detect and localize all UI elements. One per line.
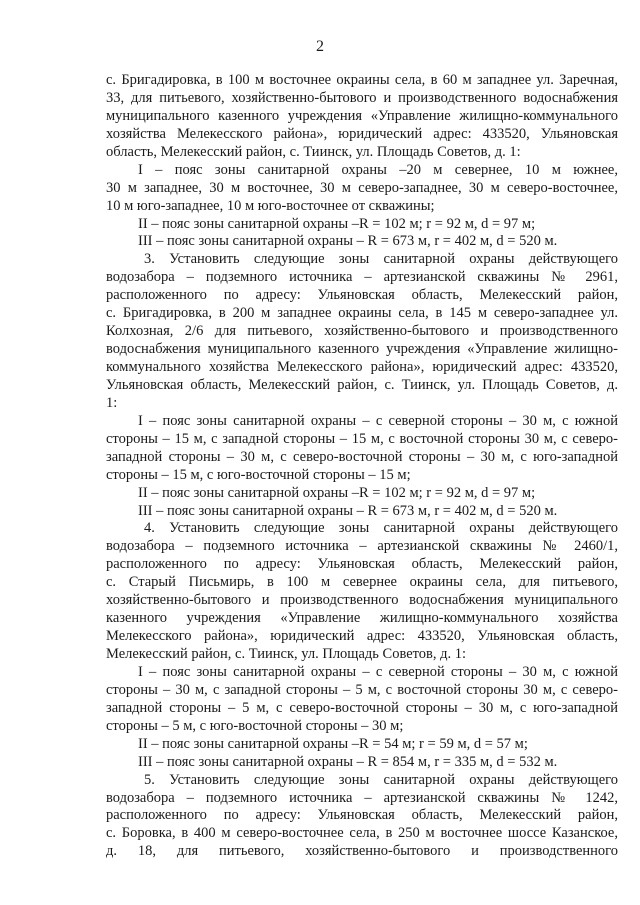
text-line: с. Бригадировка, в 100 м восточнее окраины села, в 60 м западнее ул. Заречная, [106,72,618,88]
text-line: 10 м юго-западнее, 10 м юго-восточнее от скважины; [106,197,435,214]
text-line: стороны – 15 м, с западной стороны – 15 м, с восточной стороны 30 м, с северо- [106,430,618,447]
text-line: с. Старый Письмирь, в 100 м севернее окраины села, для питьевого, [106,574,618,591]
text-line: расположенного по адресу: Ульяновская область, Мелекесский район, [106,556,618,573]
text-line: 3. Установить следующие зоны санитарной охраны действующего [144,251,618,268]
text-line: II – пояс зоны санитарной охраны –R = 54 м; r = 59 м, d = 57 м; [138,735,528,752]
text-line: 4. Установить следующие зоны санитарной охраны действующего [144,520,618,537]
text-line: расположенного по адресу: Ульяновская область, Мелекесский район, [106,287,618,304]
text-line: расположенного по адресу: Ульяновская область, Мелекесский район, [106,807,618,824]
text-line: стороны – 30 м, с западной стороны – 5 м, с восточной стороны 30 м, с северо- [106,681,618,698]
text-line: казенного учреждения «Управление жилищно-коммунального хозяйства [106,610,618,627]
text-line: западной стороны – 5 м, с северо-восточной стороны – 30 м, с юго-западной [106,699,618,716]
text-line: муниципального казенного учреждения «Управление жилищно-коммунального [106,107,618,124]
text-line: III – пояс зоны санитарной охраны – R = 673 м, r = 402 м, d = 520 м. [138,233,558,250]
text-line: I – пояс зоны санитарной охраны –20 м севернее, 10 м южнее, [138,161,618,178]
text-line: Ульяновская область, Мелекесский район, с. Тиинск, ул. Площадь Советов, д. [106,376,618,393]
text-line: водозабора – подземного источника – артезианской скважины № 2961, [106,269,618,286]
text-line: III – пояс зоны санитарной охраны – R = 854 м, r = 335 м, d = 532 м. [138,753,558,770]
text-line: водоснабжения муниципального казенного учреждения «Управление жилищно- [106,341,618,358]
text-line: д. 18, для питьевого, хозяйственно-бытового и производственного [106,843,618,860]
text-line: II – пояс зоны санитарной охраны –R = 102 м; r = 92 м, d = 97 м; [138,484,536,501]
text-line: 1: [106,394,118,411]
text-line: коммунального хозяйства Мелекесского района», юридический адрес: 433520, [106,359,618,375]
text-line: хозяйства Мелекесского района», юридический адрес: 433520, Ульяновская [106,125,618,142]
text-line: I – пояс зоны санитарной охраны – с северной стороны – 30 м, с южной [138,412,618,429]
text-line: II – пояс зоны санитарной охраны –R = 102 м; r = 92 м, d = 97 м; [138,215,536,232]
text-line: хозяйственно-бытового и производственного водоснабжения муниципального [106,592,618,609]
text-line: область, Мелекесский район, с. Тиинск, ул. Площадь Советов, д. 1: [106,143,521,160]
text-line: водозабора – подземного источника – артезианской скважины № 1242, [106,789,618,806]
text-line: 30 м западнее, 30 м восточнее, 30 м северо-западнее, 30 м северо-восточнее, [106,179,618,196]
text-line: 33, для питьевого, хозяйственно-бытового и производственного водоснабжения [106,89,618,106]
text-line: 5. Установить следующие зоны санитарной охраны действующего [144,771,618,788]
document-body [106,72,618,861]
text-line: с. Бригадировка, в 200 м западнее окраины села, в 145 м северо-западнее ул. [106,305,618,322]
text-line: I – пояс зоны санитарной охраны – с северной стороны – 30 м, с южной [138,663,618,680]
text-line: западной стороны – 30 м, с северо-восточной стороны – 30 м, с юго-западной [106,448,618,465]
text-line: с. Боровка, в 400 м северо-восточнее села, в 250 м восточнее шоссе Казанское, [106,825,618,842]
text-line: Мелекесского района», юридический адрес: 433520, Ульяновская область, [106,628,618,645]
page-number: 2 [316,38,324,55]
text-line: стороны – 5 м, с юго-восточной стороны – 30 м; [106,717,404,734]
text-line: Мелекесский район, с. Тиинск, ул. Площадь Советов, д. 1: [106,646,467,662]
text-line: водозабора – подземного источника – артезианской скважины № 2460/1, [106,538,618,555]
text-line: III – пояс зоны санитарной охраны – R = 673 м, r = 402 м, d = 520 м. [138,502,558,519]
text-line: стороны – 15 м, с юго-восточной стороны – 15 м; [106,466,411,483]
text-line: Колхозная, 2/6 для питьевого, хозяйственно-бытового и производственного [106,323,618,340]
